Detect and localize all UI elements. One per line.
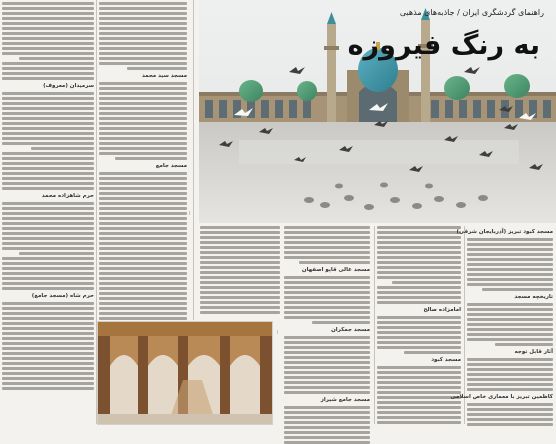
subhead-col3-b: مسجد جمکران (331, 327, 370, 333)
subhead-col1-c: حرم شاه (مسجد جامع) (31, 293, 94, 299)
text-column-5 (450, 226, 553, 424)
subhead-col5-d: کاظمین تبریز با معماری خاص اسلامی (450, 394, 553, 400)
subhead-col3-a: مسجد عالی قاپو اصفهان (301, 267, 370, 273)
photo-credit: — (187, 211, 192, 215)
column-divider (96, 0, 97, 424)
header-kicker: راهنمای گردشگری ایران / جاذبه‌های مذهبی (399, 8, 544, 17)
subhead-col5-c: آثار قابل توجه (514, 349, 553, 355)
text-column-2b (200, 226, 280, 320)
text-column-4 (377, 226, 461, 424)
column-divider (374, 226, 375, 424)
arches-photo-credit: — (275, 330, 280, 334)
subhead-col4-b: مسجد کبود (431, 357, 461, 363)
subhead-col2-a: مسجد سید محمد (141, 73, 187, 79)
subhead-col4-a: امامزاده صالح (423, 307, 461, 313)
subhead-col1-a: سرمیدان (معروف) (43, 83, 94, 89)
text-column-1 (2, 2, 94, 424)
headline: به رنگ فیروزه (347, 30, 540, 61)
subhead-col1-b: حرم شاهزاده محمد (41, 193, 94, 199)
text-column-2 (99, 2, 187, 320)
subhead-col2-b: مسجد جامع (155, 163, 187, 169)
subhead-col3-c: مسجد جامع شیراز (320, 397, 370, 403)
subhead-col5-a: مسجد کبود تبریز (آذربایجان شرقی) (456, 229, 553, 235)
subhead-col5-b: تاریخچه مسجد (514, 294, 553, 300)
text-column-3 (284, 226, 370, 424)
arches-photo (98, 322, 272, 424)
column-divider (193, 0, 194, 320)
